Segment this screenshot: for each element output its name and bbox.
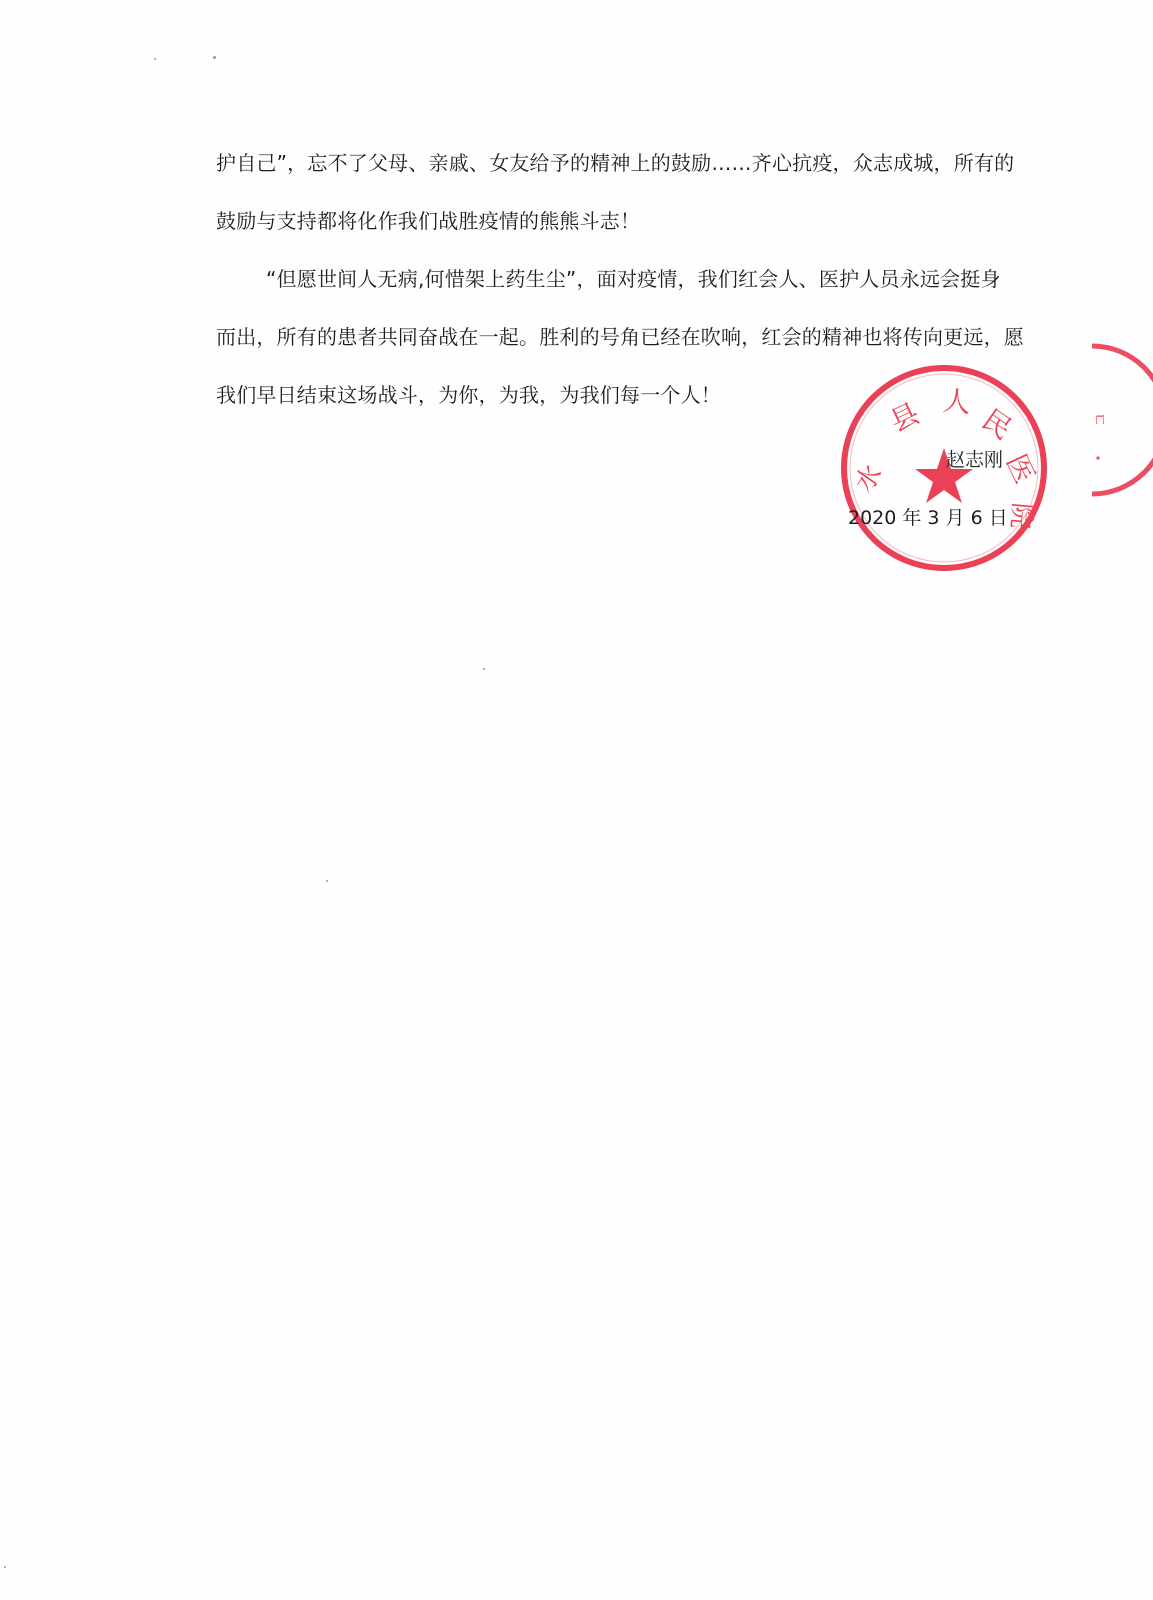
paragraph-line-3: “但愿世间人无病,何惜架上药生尘”，面对疫情，我们红会人、医护人员永远会挺身 <box>266 267 1001 291</box>
paragraph-line-1: 护自己”，忘不了父母、亲戚、女友给予的精神上的鼓励……齐心抗疫，众志成城，所有的 <box>216 151 1015 175</box>
signature-date: 2020 年 3 月 6 日 <box>848 507 1008 529</box>
svg-text:ㄷ: ㄷ <box>1090 412 1109 428</box>
svg-text:医: 医 <box>999 449 1042 489</box>
scan-speck <box>154 58 156 60</box>
official-seal-icon <box>838 362 1050 574</box>
scan-speck <box>4 1566 6 1568</box>
svg-text:水: 水 <box>849 459 889 499</box>
signature-name: 赵志刚 <box>946 449 1004 471</box>
partial-seal-icon <box>1086 340 1153 500</box>
scan-speck <box>213 56 216 59</box>
svg-text:院: 院 <box>1004 501 1037 530</box>
svg-text:县: 县 <box>885 396 925 439</box>
scan-speck <box>483 668 485 670</box>
paragraph-line-4: 而出，所有的患者共同奋战在一起。胜利的号角已经在吹响，红会的精神也将传向更远，愿 <box>216 325 1024 349</box>
svg-text:人: 人 <box>941 384 973 420</box>
scan-speck <box>326 880 328 882</box>
svg-text:民: 民 <box>975 402 1018 446</box>
paragraph-line-5: 我们早日结束这场战斗，为你，为我，为我们每一个人！ <box>216 383 721 407</box>
paragraph-line-2: 鼓励与支持都将化作我们战胜疫情的熊熊斗志！ <box>216 209 641 233</box>
